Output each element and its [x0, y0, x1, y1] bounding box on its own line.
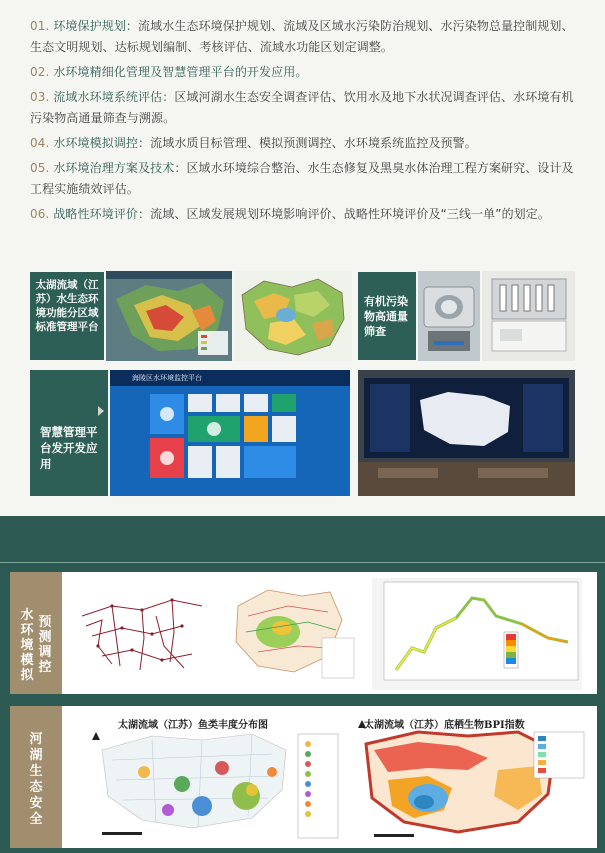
item-heading: 环境保护规划： [53, 19, 139, 33]
river-simulation-plot [372, 578, 582, 690]
service-item-06: 06. 战略性环境评价：流域、区域发展规划环境影响评价、战略性环境评价及“三线一单”的划定。 [30, 207, 550, 221]
item-heading: 流域水环境系统评估： [53, 90, 175, 104]
bottom-section [0, 564, 605, 853]
taihu-platform-label: 太湖流域（江苏）水生态环境功能分区域标准管理平台 [30, 272, 104, 360]
lake-model-map [218, 576, 358, 690]
lab-instrument-graphic [418, 271, 480, 361]
lake-model-graphic [218, 576, 358, 690]
item-number: 01 [30, 19, 46, 33]
service-item-03: 03. 流域水环境系统评估：区域河湖水生态安全调查评估、饮用水及地下水状况调查评估、水环境有机污染物高通量筛查与溯源。 [30, 90, 574, 125]
item-number: 05 [30, 161, 46, 175]
item-heading: 水环境精细化管理及智慧管理平台的开发应用。 [53, 65, 308, 79]
ecological-safety-label [10, 706, 62, 848]
item-body: 区域水环境综合整治、水生态修复及黑臭水体治理工程方案研究、设计及工程实施绩效评估。 [30, 161, 574, 196]
taihu-zoning-map [234, 271, 352, 361]
item-heading: 战略性环境评价： [53, 207, 151, 221]
river-network-graphic [72, 576, 212, 690]
monitoring-dashboard-screenshot [110, 370, 350, 496]
service-item-05: 05. 水环境治理方案及技术：区域水环境综合整治、水生态修复及黑臭水体治理工程方案研究、设计及工程实施绩效评估。 [30, 161, 574, 196]
item-number: 02 [30, 65, 46, 79]
item-body: 流域水生态环境保护规划、流域及区域水污染防治规划、水污染物总量控制规划、生态文明规划、达标规划编制、考核评估、流域水功能区划定调整。 [30, 19, 574, 54]
simulation-label [10, 572, 62, 694]
service-item-01: 01. 环境保护规划：流域水生态环境保护规划、流域及区域水污染防治规划、水污染物总量控制规划、生态文明规划、达标规划编制、考核评估、流域水功能区划定调整。 [30, 19, 574, 54]
item-body: 流域水质目标管理、模拟预测调控、水环境系统监控及预警。 [150, 136, 477, 150]
simulation-label-right: 预测调控 [38, 615, 52, 675]
dashboard-header: 海陵区水环境监控平台 [110, 370, 350, 386]
fish-abundance-map-title: 太湖流域（江苏）鱼类丰度分布图 [118, 720, 268, 731]
divider-line [0, 562, 605, 563]
lab-photo-instrument [418, 271, 480, 361]
item-number: 04 [30, 136, 46, 150]
item-number: 06 [30, 207, 46, 221]
taihu-function-map [106, 271, 232, 361]
item-number: 03 [30, 90, 46, 104]
divider-band [0, 516, 605, 566]
simulation-row [10, 572, 597, 694]
service-item-02: 02. 水环境精细化管理及智慧管理平台的开发应用。 [30, 65, 308, 79]
item-heading: 水环境模拟调控： [53, 136, 151, 150]
dashboard-tiles-graphic [110, 386, 350, 496]
river-network-map [72, 576, 212, 690]
control-room-photo [358, 370, 575, 496]
service-list [30, 16, 580, 229]
taihu-function-map-graphic [106, 271, 232, 361]
simulation-label-left: 水环境模拟 [20, 608, 34, 683]
item-heading: 水环境治理方案及技术： [53, 161, 187, 175]
item-body: 流域、区域发展规划环境影响评价、战略性环境评价及“三线一单”的划定。 [150, 207, 550, 221]
fish-abundance-map [72, 710, 342, 844]
lab-photo-autosampler [482, 271, 575, 361]
service-item-04: 04. 水环境模拟调控：流域水质目标管理、模拟预测调控、水环境系统监控及预警。 [30, 136, 477, 150]
organic-screening-label: 有机污染物高通量筛查 [358, 272, 416, 360]
arrow-right-icon [98, 406, 104, 416]
control-room-graphic [358, 370, 575, 496]
smart-platform-label: 智慧管理平台发开发应用 [30, 370, 108, 496]
lab-autosampler-graphic [482, 271, 575, 361]
ecological-safety-row [10, 706, 597, 848]
ecological-safety-label-text: 河湖生态安全 [29, 732, 43, 827]
bpi-index-map [348, 710, 588, 844]
item-body: 区域河湖水生态安全调查评估、饮用水及地下水状况调查评估、水环境有机污染物高通量筛查与溯源。 [30, 90, 574, 125]
river-simulation-graphic [372, 578, 582, 690]
taihu-zoning-map-graphic [234, 271, 352, 361]
bpi-index-map-title: 太湖流域（江苏）底栖生物BPI指数 [364, 720, 525, 731]
